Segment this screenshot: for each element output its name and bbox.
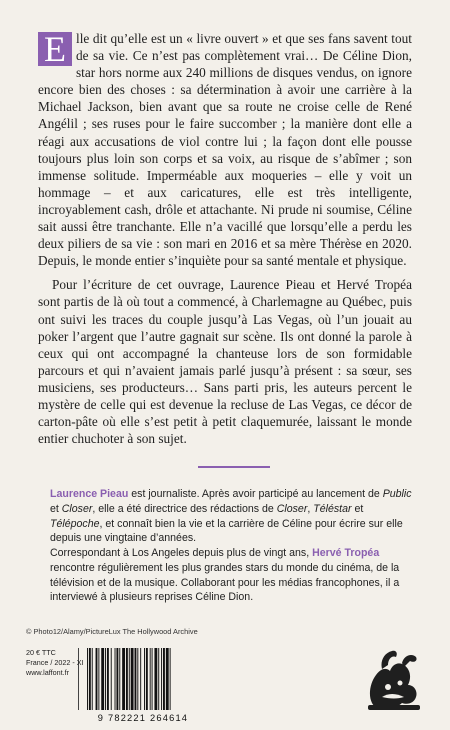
barcode bbox=[84, 648, 202, 710]
blurb-paragraph-2: Pour l’écriture de cet ouvrage, Laurence Pieau et Hervé Tropéa sont partis de là où tout a commencé, à Charlemagne au Québec, puis ont suivi les traces du couple jusqu’à Las Vegas, où l’un jouait au poker l’argent que l’autre gagnait sur scène. Ils ont donné la parole à ceux qui ont accompagné la chanteuse lors de son formidable parcours et qui n’avaient jamais parlé jusqu’à présent : sa sœur, ses musiciens, ses producteurs… Sans parti pris, les auteurs percent le mystère de celle qui est devenue la recluse de Las Vegas, ce décor de carton-pâte où elle s’est petit à petit claquemurée, laissant le monde entier chuchoter à son sujet. bbox=[38, 277, 412, 447]
bio-text: est journaliste. Après avoir participé au lancement de bbox=[128, 488, 383, 500]
barcode-bar bbox=[152, 648, 153, 710]
divider bbox=[198, 466, 270, 468]
author-name-tropea: Hervé Tropéa bbox=[312, 547, 380, 559]
magazine-title: Téléstar bbox=[313, 502, 352, 515]
barcode-bar bbox=[137, 648, 138, 710]
barcode-bar bbox=[163, 648, 165, 710]
barcode-bar bbox=[122, 648, 125, 710]
blurb-paragraph-1 bbox=[38, 30, 412, 269]
price: 20 € TTC bbox=[26, 648, 56, 657]
publisher-url: www.laffont.fr bbox=[26, 668, 70, 677]
bio-text: , elle a été directrice des rédactions de bbox=[92, 502, 277, 515]
bio-text: rencontre régulièrement les plus grandes stars du monde du cinéma, de la télévision et de la musique. Collaborant pour les médias francophones, il a interviewé à plusieurs reprises Céline Dion. bbox=[50, 561, 400, 604]
magazine-title: Public bbox=[382, 488, 412, 500]
barcode-bar bbox=[89, 648, 91, 710]
author-bio-pieau bbox=[50, 487, 412, 546]
author-bio-tropea bbox=[50, 546, 412, 605]
barcode-bar bbox=[115, 648, 116, 710]
barcode-bar bbox=[154, 648, 157, 710]
bio-text: , et connaît bien la vie et la carrière de Céline pour écrire sur elle depuis une vingtaine d’années. bbox=[50, 517, 403, 545]
barcode-bar bbox=[161, 648, 162, 710]
price-box bbox=[26, 648, 84, 710]
isbn-number: 9 782221 264614 bbox=[97, 713, 189, 723]
bio-text: Correspondant à Los Angeles depuis plus de vingt ans, bbox=[50, 547, 313, 559]
barcode-bar bbox=[92, 648, 93, 710]
barcode-bar bbox=[119, 648, 120, 710]
edition-info: France / 2022 - XI bbox=[26, 658, 84, 667]
barcode-bar bbox=[166, 648, 169, 710]
photo-credit: © Photo12/Alamy/PictureLux The Hollywood Archive bbox=[26, 627, 198, 636]
bio-text: et bbox=[351, 502, 364, 515]
barcode-bar bbox=[150, 648, 151, 710]
magazine-title: Closer bbox=[61, 502, 93, 515]
bio-text: , bbox=[307, 502, 314, 515]
dropcap-letter: E bbox=[38, 32, 72, 66]
barcode-bar bbox=[158, 648, 159, 710]
barcode-bar bbox=[170, 648, 171, 710]
publisher-logo-icon bbox=[362, 645, 426, 715]
magazine-title: Closer bbox=[276, 502, 308, 515]
barcode-bar bbox=[87, 648, 88, 710]
author-name-pieau: Laurence Pieau bbox=[50, 488, 129, 500]
barcode-bar bbox=[144, 648, 145, 710]
barcode-bar bbox=[96, 648, 98, 710]
barcode-bar bbox=[140, 648, 141, 710]
barcode-bar bbox=[98, 648, 99, 710]
barcode-bar bbox=[126, 648, 128, 710]
barcode-bar bbox=[111, 648, 112, 710]
blurb bbox=[38, 30, 412, 447]
magazine-title: Télépoche bbox=[50, 517, 100, 530]
bio-text: et bbox=[50, 502, 62, 515]
blurb-paragraph-1-text: lle dit qu’elle est un « livre ouvert » et que ses fans savent tout de sa vie. Ce n’est pas complètement vrai… De Céline Dion, star hors norme aux 240 millions de disques vendus, on ignore encore bien des choses : sa détermination à avoir une carrière à la Michael Jackson, bien avant que sa route ne croise celle de René Angélil ; ses ruses pour le faire succomber ; la manière dont elle a réagi aux accusations de viol contre lui ; la façon dont elle pousse toujours plus loin son corps et sa voix, au risque de s’abîmer ; son immense solitude. Imperméable aux moqueries – elle y voit un hommage – et aux caricatures, elle est très intelligente, incroyablement cash, drôle et attachante. Ni prude ni soumise, Céline sait aussi être tranchante. Elle n’a vacillé que lorsqu’elle a perdu les deux piliers de sa vie : son mari en 2016 et sa mère Thérèse en 2020. Depuis, le monde entier s’inquiète pour sa santé mentale et physique. bbox=[38, 31, 412, 269]
barcode-bar bbox=[129, 648, 130, 710]
barcode-bar bbox=[146, 648, 148, 710]
barcode-bar bbox=[105, 648, 106, 710]
barcode-bar bbox=[135, 648, 137, 710]
barcode-bar bbox=[101, 648, 104, 710]
barcode-bar bbox=[131, 648, 134, 710]
barcode-bar bbox=[116, 648, 118, 710]
barcode-bar bbox=[107, 648, 109, 710]
